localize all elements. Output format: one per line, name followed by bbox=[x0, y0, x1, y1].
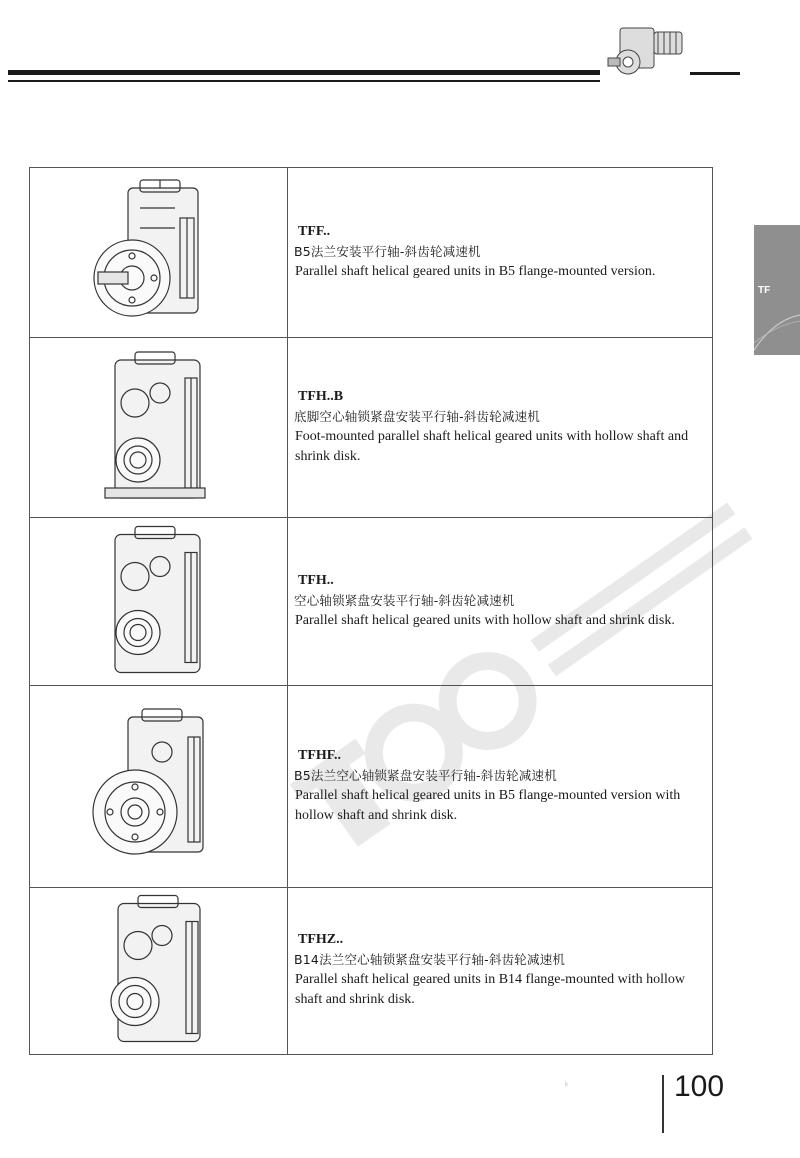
product-image-cell bbox=[30, 168, 288, 337]
product-row-tfhb bbox=[30, 338, 712, 518]
product-desc-en: Foot-mounted parallel shaft helical geared units with hollow shaft and shrink disk. bbox=[295, 428, 689, 464]
product-image-cell bbox=[30, 518, 288, 685]
product-row-tfhf bbox=[30, 686, 712, 888]
product-row-tfhz bbox=[30, 888, 712, 1054]
product-title-cn: B14法兰空心轴锁紧盘安装平行轴-斜齿轮减速机 bbox=[294, 952, 566, 967]
product-desc-en: Parallel shaft helical geared units in B14 flange-mounted with hollow shaft and shrink disk. bbox=[295, 972, 685, 1007]
product-desc-cell bbox=[292, 518, 712, 685]
product-desc-cell bbox=[292, 168, 712, 337]
section-tab-label: TF bbox=[758, 285, 771, 296]
product-desc-cell bbox=[292, 338, 712, 517]
foot-mounted-gear-unit-icon bbox=[90, 348, 220, 508]
header-rule-thick bbox=[8, 70, 600, 75]
product-desc-en: Parallel shaft helical geared units in B5 flange-mounted version. bbox=[295, 263, 656, 279]
product-title-cn: 空心轴锁紧盘安装平行轴-斜齿轮减速机 bbox=[294, 592, 515, 608]
model-code: TFF.. bbox=[298, 223, 331, 239]
product-title-cn: B5法兰空心轴锁紧盘安装平行轴-斜齿轮减速机 bbox=[294, 767, 557, 783]
b14-flange-gear-unit-icon bbox=[90, 894, 220, 1049]
header-rule-thin bbox=[8, 80, 600, 82]
gear-motor-icon bbox=[600, 18, 690, 80]
model-code: TFH.. bbox=[298, 572, 334, 588]
section-tab[interactable] bbox=[754, 225, 800, 355]
page-number: 100 bbox=[674, 1070, 725, 1103]
flange-mounted-gear-unit-icon bbox=[90, 178, 220, 328]
header-rule-right bbox=[690, 72, 740, 75]
product-image-cell bbox=[30, 686, 288, 887]
product-desc-en: Parallel shaft helical geared units in B5 flange-mounted version with hollow shaft and shrink disk. bbox=[295, 787, 681, 823]
product-title-cn: B5法兰安装平行轴-斜齿轮减速机 bbox=[294, 243, 481, 259]
model-code: TFH..B bbox=[298, 388, 344, 404]
footer-note: k bbox=[565, 1082, 568, 1088]
product-desc-cell bbox=[292, 888, 712, 1054]
product-title-cn: 底脚空心轴锁紧盘安装平行轴-斜齿轮减速机 bbox=[294, 408, 541, 424]
product-image-cell bbox=[30, 338, 288, 517]
product-row-tff bbox=[30, 168, 712, 338]
page-divider bbox=[662, 1075, 664, 1133]
hollow-shaft-gear-unit-icon bbox=[90, 524, 220, 679]
flange-hollow-shaft-gear-unit-icon bbox=[90, 707, 220, 867]
products-table bbox=[29, 167, 713, 1055]
model-code: TFHZ.. bbox=[298, 932, 344, 947]
product-row-tfh bbox=[30, 518, 712, 686]
product-desc-en: Parallel shaft helical geared units with hollow shaft and shrink disk. bbox=[295, 612, 675, 628]
product-image-cell bbox=[30, 888, 288, 1054]
model-code: TFHF.. bbox=[298, 747, 342, 763]
product-desc-cell bbox=[292, 686, 712, 887]
